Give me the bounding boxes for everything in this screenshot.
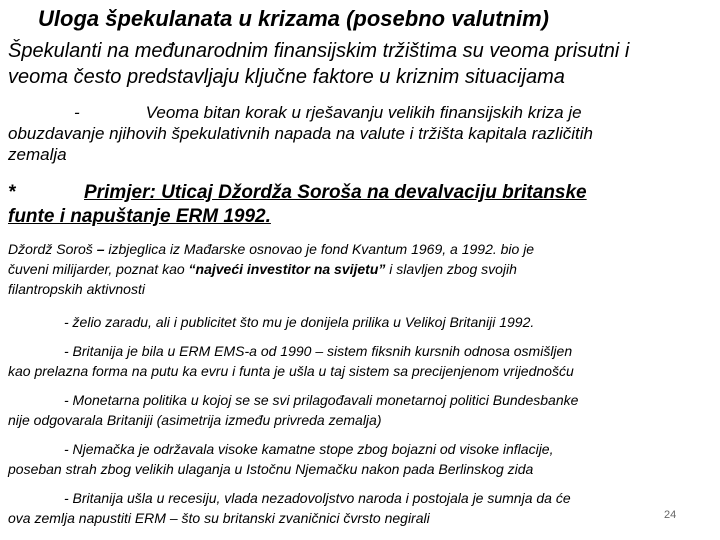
key-point (8, 102, 708, 165)
list-item (8, 439, 720, 479)
list-item (8, 312, 720, 332)
list-item (8, 390, 720, 430)
bio-text: Džordž Soroš (8, 241, 97, 257)
key-point-text: Veoma bitan korak u rješavanju velikih finansijskih kriza je (145, 103, 582, 122)
bio-dash: – (96, 241, 105, 257)
bio-line (8, 239, 718, 259)
list-item (8, 341, 720, 381)
example-line (8, 205, 718, 229)
example-text: Primjer: Uticaj Džordža Soroša na devalvaciju britanske (84, 182, 587, 203)
list-item-line: - Njemačka je održavala visoke kamatne stope zbog bojazni od visoke inflacije, (64, 441, 554, 457)
intro-line: veoma često predstavljaju ključne faktore u kriznim situacijama (8, 66, 565, 88)
key-point-line: obuzdavanje njihovih špekulativnih napada na valute i tržišta kapitala različitih (8, 124, 593, 143)
list-item-line: - želio zaradu, ali i publicitet što mu je donijela prilika u Velikoj Britaniji 1992. (64, 314, 535, 330)
list-item-line: nije odgovarala Britaniji (asimetrija između privreda zemalja) (8, 412, 382, 428)
key-point-line: zemalja (8, 145, 67, 164)
bio-text: izbjeglica iz Mađarske osnovao je fond Kvantum 1969, a 1992. bio je (104, 241, 535, 257)
list-item-line: - Britanija je bila u ERM EMS-a od 1990 – sistem fiksnih kursnih odnosa osmišljen (64, 343, 573, 359)
intro-paragraph (8, 38, 708, 90)
list-item-line: kao prelazna forma na putu ka evru i funta je ušla u taj sistem sa precijenjenom vrijednošću (8, 363, 574, 379)
list-item-line: - Britanija ušla u recesiju, vlada nezadovoljstvo naroda i postojala je sumnja da će (64, 490, 571, 506)
intro-line: Špekulanti na međunarodnim finansijskim tržištima su veoma prisutni i (8, 40, 630, 62)
example-heading (8, 181, 718, 229)
list-item (8, 488, 720, 528)
asterisk-marker: * (8, 182, 16, 203)
dash-marker: - (74, 103, 80, 122)
list-item-line: ova zemlja napustiti ERM – što su britanski zvaničnici čvrsto negirali (8, 510, 430, 526)
example-text: funte i napuštanje ERM 1992. (8, 206, 271, 227)
soros-bio (8, 239, 718, 299)
bio-line (8, 259, 718, 279)
bio-text: i slavljen zbog svojih (385, 261, 517, 277)
list-item-line: - Monetarna politika u kojoj se se svi prilagođavali monetarnoj politici Bundesbanke (64, 392, 579, 408)
bio-text: čuveni milijarder, poznat kao (8, 261, 189, 277)
reason-list (8, 312, 720, 537)
key-point-line (8, 102, 708, 123)
bio-quote: “najveći investitor na svijetu” (188, 261, 386, 277)
bio-line: filantropskih aktivnosti (8, 281, 145, 297)
page-number: 24 (664, 509, 677, 521)
slide-title: Uloga špekulanata u krizama (posebno valutnim) (38, 6, 549, 31)
example-line (8, 181, 718, 205)
list-item-line: poseban strah zbog velikih ulaganja u Istočnu Njemačku nakon pada Berlinskog zida (8, 461, 534, 477)
